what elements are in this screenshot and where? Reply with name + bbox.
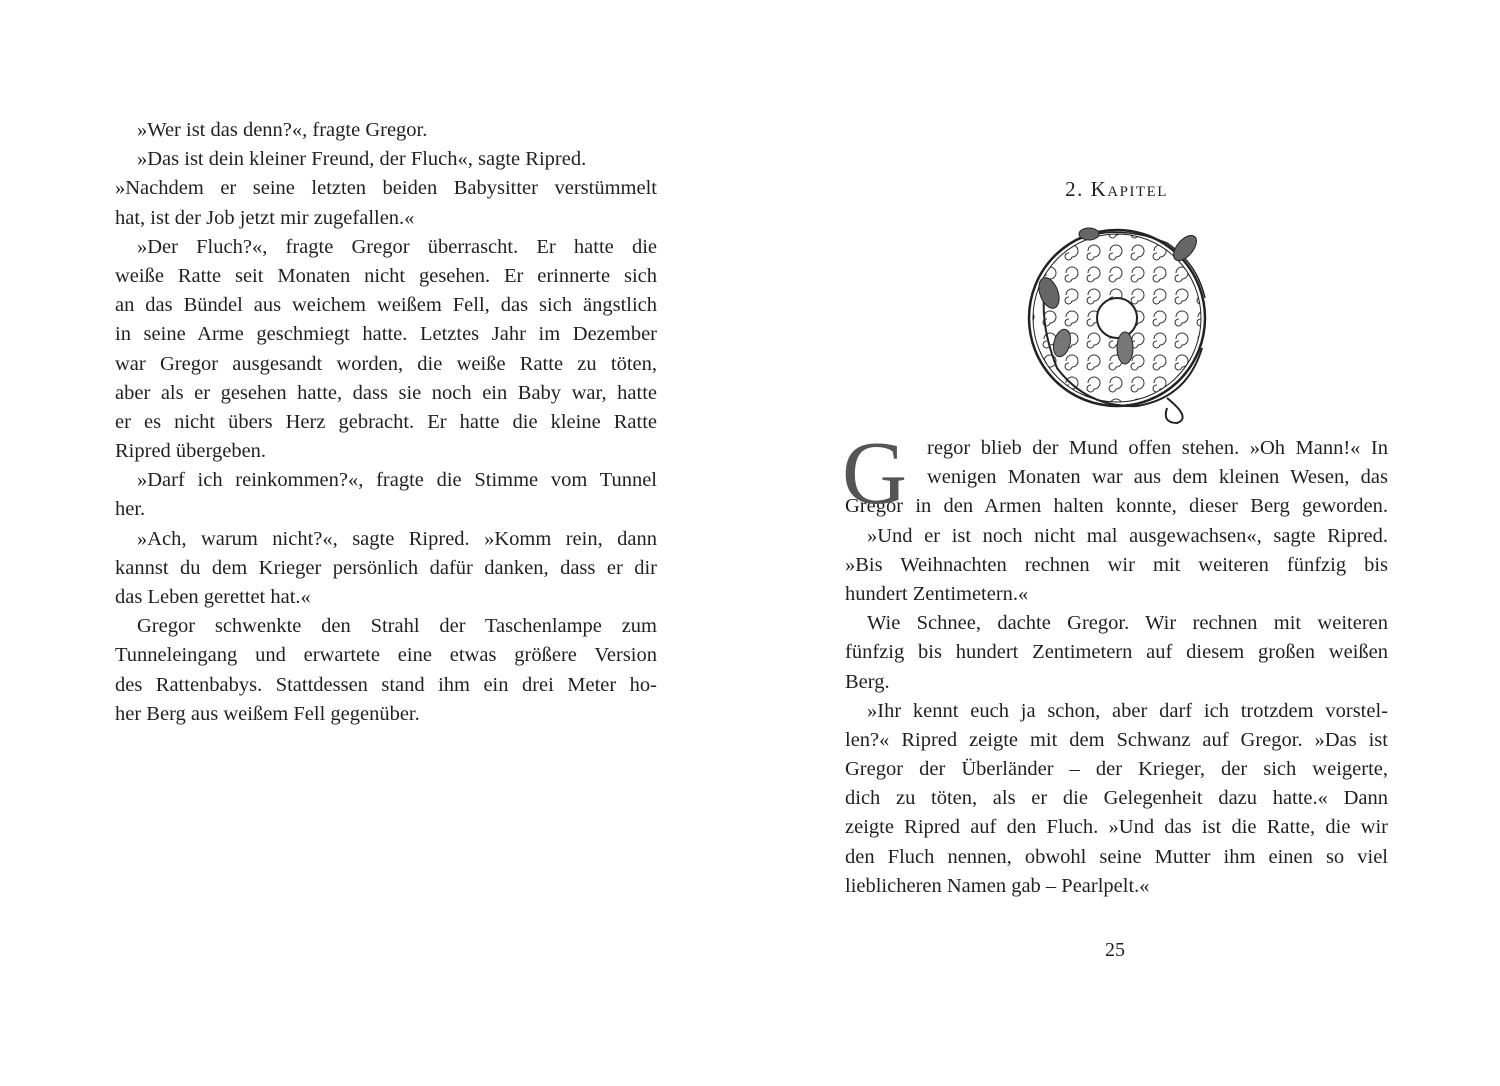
text-line: hat, ist der Job jetzt mir zugefallen.«: [115, 206, 415, 229]
text-line: in seine Arme geschmiegt hatte. Letztes Jahr im Dezember: [115, 323, 657, 346]
text-line: »Bis Weihnachten rechnen wir mit weiteren fünfzig bis: [845, 553, 1388, 576]
text-line: Tunneleingang und erwartete eine etwas größere Version: [115, 644, 657, 667]
text-line: des Rattenbabys. Stattdessen stand ihm ein drei Meter ho-: [115, 673, 657, 696]
text-line: an das Bündel aus weichem weißem Fell, das sich ängstlich: [115, 294, 657, 317]
text-line: fünfzig bis hundert Zentimetern auf diesem großen weißen: [845, 641, 1388, 664]
text-line: »Wer ist das denn?«, fragte Gregor.: [137, 119, 428, 141]
chapter-heading: [845, 172, 1388, 206]
text-line: das Leben gerettet hat.«: [115, 586, 311, 608]
text-line: lieblicheren Namen gab – Pearlpelt.«: [845, 874, 1150, 897]
page-number: 25: [1105, 939, 1125, 961]
chapter-word: Kapitel: [1090, 177, 1168, 201]
text-line: »Nachdem er seine letzten beiden Babysitter verstümmelt: [115, 177, 657, 200]
text-line: Gregor schwenkte den Strahl der Taschenlampe zum: [137, 615, 657, 638]
text-line: weiße Ratte seit Monaten nicht gesehen. Er erinnerte sich: [115, 264, 657, 287]
text-line: »Ach, warum nicht?«, sagte Ripred. »Komm rein, dann: [137, 527, 657, 550]
ornamental-ring-with-rats-icon: [1017, 218, 1217, 428]
text-line: Wie Schnee, dachte Gregor. Wir rechnen mit weiteren: [867, 612, 1388, 635]
right-page: [842, 172, 1388, 901]
text-line: aber als er gesehen hatte, dass sie noch ein Baby war, hatte: [115, 381, 657, 404]
text-line: dich zu töten, als er die Gelegenheit dazu hatte.« Dann: [845, 787, 1388, 810]
text-line: her Berg aus weißem Fell gegenüber.: [115, 702, 420, 725]
text-line: »Darf ich reinkommen?«, fragte die Stimme vom Tunnel: [137, 469, 657, 492]
text-line: Gregor in den Armen halten konnte, dieser Berg geworden.: [845, 495, 1388, 518]
chapter-number: 2.: [1065, 177, 1084, 201]
text-line: »Der Fluch?«, fragte Gregor überrascht. Er hatte die: [137, 235, 657, 258]
text-line: kannst du dem Krieger persönlich dafür danken, dass er dir: [115, 556, 657, 579]
text-line: wenigen Monaten war aus dem kleinen Wesen, das: [927, 466, 1388, 489]
text-line: hundert Zentimetern.«: [845, 582, 1029, 605]
text-line: her.: [115, 498, 146, 521]
text-line: »Und er ist noch nicht mal ausgewachsen«, sagte Ripred.: [867, 524, 1388, 547]
text-line: len?« Ripred zeigte mit dem Schwanz auf Gregor. »Das ist: [845, 728, 1388, 751]
text-line: »Ihr kennt euch ja schon, aber darf ich trotzdem vorstel-: [867, 699, 1388, 722]
text-line: Ripred übergeben.: [115, 440, 267, 463]
text-line: er es nicht übers Herz gebracht. Er hatte die kleine Ratte: [115, 410, 657, 433]
text-line: zeigte Ripred auf den Fluch. »Und das ist die Ratte, die wir: [845, 816, 1388, 839]
text-line: regor blieb der Mund offen stehen. »Oh Mann!« In: [927, 437, 1388, 459]
text-line: Berg.: [845, 670, 890, 693]
text-line: den Fluch nennen, obwohl seine Mutter ihm einen so viel: [845, 845, 1388, 868]
drop-cap: G: [842, 424, 907, 523]
text-line: Gregor der Überländer – der Krieger, der sich weigerte,: [845, 758, 1388, 781]
left-page: [115, 116, 657, 729]
text-line: »Das ist dein kleiner Freund, der Fluch«, sagte Ripred.: [137, 148, 587, 171]
text-line: war Gregor ausgesandt worden, die weiße Ratte zu töten,: [115, 352, 657, 375]
